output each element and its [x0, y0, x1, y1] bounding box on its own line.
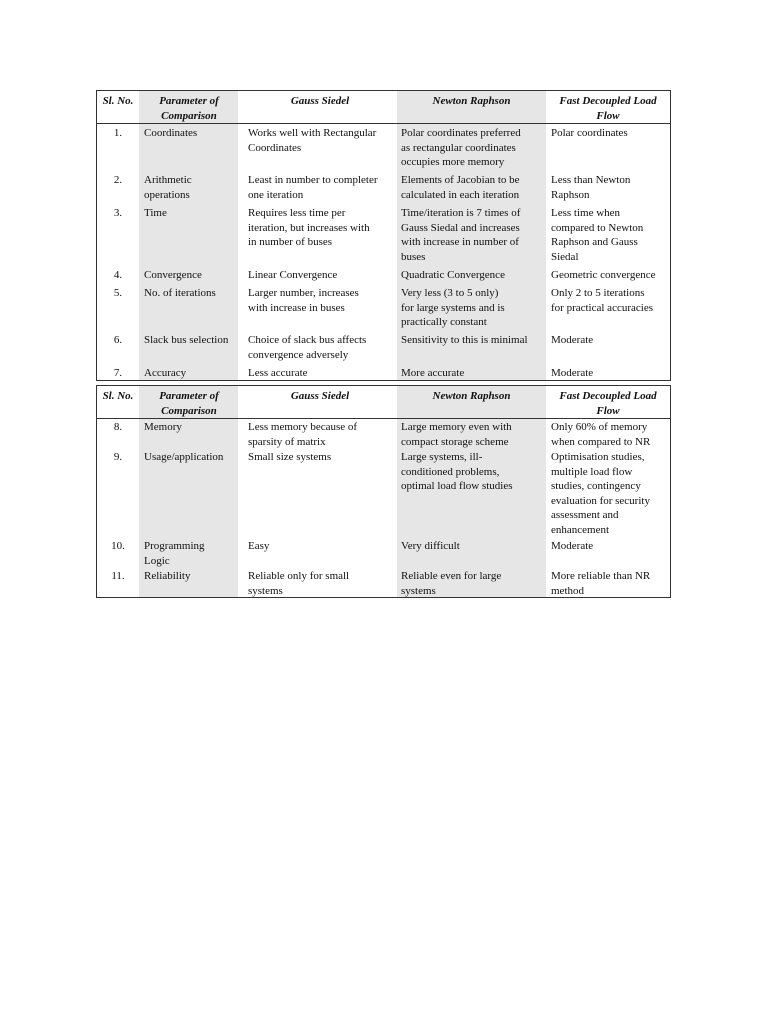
row-parameter: Convergence: [144, 269, 202, 281]
row-number: 1.: [113, 127, 123, 139]
row-newton-raphson: Time/iteration is 7 times of Gauss Siedal and increases with increase in number of buses: [401, 207, 521, 263]
row-newton-raphson: Large memory even with compact storage scheme: [401, 421, 512, 448]
row-newton-raphson: Polar coordinates preferred as rectangular coordinates occupies more memory: [401, 127, 521, 169]
row-number: 5.: [113, 287, 123, 299]
row-gauss-siedel: Choice of slack bus affects convergence adversely: [248, 334, 367, 361]
row-fdlf: Geometric convergence: [551, 269, 656, 281]
row-number: 10.: [111, 540, 125, 552]
row-number: 11.: [111, 570, 125, 582]
row-gauss-siedel: Works well with Rectangular Coordinates: [248, 127, 377, 154]
row-fdlf: Less time when compared to Newton Raphson and Gauss Siedal: [551, 207, 644, 263]
row-newton-raphson: Very difficult: [401, 540, 460, 552]
header-parameter: Parameter of Comparison: [159, 390, 219, 417]
row-fdlf: Less than Newton Raphson: [551, 174, 631, 201]
row-fdlf: Polar coordinates: [551, 127, 628, 139]
row-fdlf: Optimisation studies, multiple load flow studies, contingency evaluation for security assessment and enhancement: [551, 451, 650, 536]
row-parameter: Reliability: [144, 570, 191, 582]
row-newton-raphson: Sensitivity to this is minimal: [401, 334, 528, 346]
row-number: 6.: [113, 334, 123, 346]
row-newton-raphson: More accurate: [401, 367, 465, 379]
row-parameter: Arithmetic operations: [144, 174, 192, 201]
row-gauss-siedel: Small size systems: [248, 451, 332, 463]
row-gauss-siedel: Reliable only for small systems: [248, 570, 350, 597]
row-gauss-siedel: Easy: [248, 540, 270, 552]
row-fdlf: Only 2 to 5 iterations for practical accuracies: [551, 287, 653, 314]
header-fdlf: Fast Decoupled Load Flow: [559, 95, 657, 122]
row-parameter: Programming Logic: [144, 540, 205, 567]
row-fdlf: Moderate: [551, 367, 594, 379]
row-newton-raphson: Elements of Jacobian to be calculated in each iteration: [401, 174, 520, 201]
row-gauss-siedel: Requires less time per iteration, but increases with in number of buses: [248, 207, 370, 249]
row-parameter: No. of iterations: [144, 287, 216, 299]
comparison-table-part-1: [96, 90, 671, 381]
header-fdlf: Fast Decoupled Load Flow: [559, 390, 657, 417]
row-gauss-siedel: Larger number, increases with increase in buses: [248, 287, 359, 314]
row-fdlf: Only 60% of memory when compared to NR: [551, 421, 651, 448]
row-number: 3.: [113, 207, 123, 219]
row-number: 7.: [113, 367, 123, 379]
row-number: 4.: [113, 269, 123, 281]
row-newton-raphson: Very less (3 to 5 only) for large systems and is practically constant: [401, 287, 505, 329]
row-fdlf: Moderate: [551, 540, 594, 552]
row-newton-raphson: Quadratic Convergence: [401, 269, 505, 281]
row-gauss-siedel: Least in number to completer one iteration: [248, 174, 378, 201]
header-gauss-siedel: Gauss Siedel: [290, 390, 350, 402]
row-newton-raphson: Reliable even for large systems: [401, 570, 502, 597]
header-parameter: Parameter of Comparison: [159, 95, 219, 122]
header-gauss-siedel: Gauss Siedel: [290, 95, 350, 107]
row-parameter: Coordinates: [144, 127, 198, 139]
row-gauss-siedel: Less memory because of sparsity of matrix: [248, 421, 358, 448]
row-number: 8.: [113, 421, 123, 433]
comparison-table-part-2: [96, 385, 671, 598]
row-parameter: Slack bus selection: [144, 334, 229, 346]
row-fdlf: More reliable than NR method: [551, 570, 651, 597]
row-gauss-siedel: Less accurate: [248, 367, 308, 379]
row-parameter: Accuracy: [144, 367, 187, 379]
row-number: 2.: [113, 174, 123, 186]
row-parameter: Memory: [144, 421, 182, 433]
row-newton-raphson: Large systems, ill- conditioned problems, optimal load flow studies: [401, 451, 513, 493]
row-parameter: Time: [144, 207, 167, 219]
row-parameter: Usage/application: [144, 451, 224, 463]
row-fdlf: Moderate: [551, 334, 594, 346]
row-number: 9.: [113, 451, 123, 463]
row-gauss-siedel: Linear Convergence: [248, 269, 338, 281]
header-newton-raphson: Newton Raphson: [432, 95, 511, 107]
header-sl-no: Sl. No.: [102, 95, 134, 107]
header-newton-raphson: Newton Raphson: [432, 390, 511, 402]
header-sl-no: Sl. No.: [102, 390, 134, 402]
